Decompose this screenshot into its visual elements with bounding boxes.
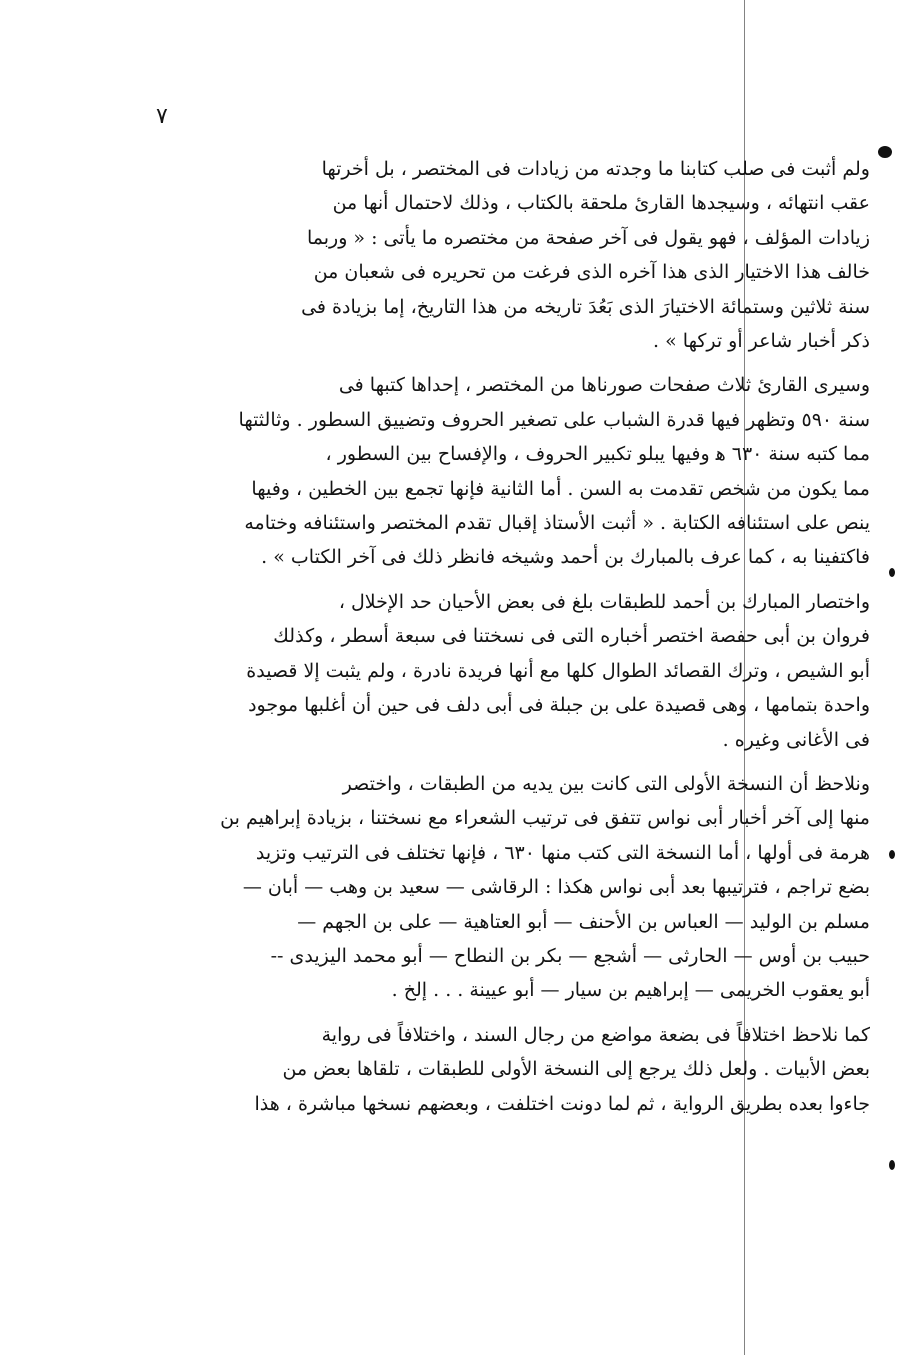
text-line: ونلاحظ أن النسخة الأولى التى كانت بين يديه من الطبقات ، واختصر	[342, 772, 870, 795]
text-line: ينص على استئنافه الكتابة . « أثبت الأستاذ إقبال تقدم المختصر واستئنافه وختامه	[244, 512, 870, 535]
paragraph	[158, 1018, 870, 1121]
text-line: ولم أثبت فى صلب كتابنا ما وجدته من زيادات فى المختصر ، بل أخرتها	[321, 158, 870, 180]
text-line: واختصار المبارك بن أحمد للطبقات بلغ فى بعض الأحيان حد الإخلال ،	[338, 590, 870, 613]
paragraph	[158, 585, 870, 757]
text-line: بعض الأبيات . ولعل ذلك يرجع إلى النسخة الأولى للطبقات ، تلقاها بعض من	[282, 1058, 870, 1081]
text-line: خالف هذا الاختيار الذى هذا آخره الذى فرغت من تحريره فى شعبان من	[313, 261, 870, 284]
body-text	[158, 152, 870, 1131]
text-line: مما يكون من شخص تقدمت به السن . أما الثانية فإنها تجمع بين الخطين ، وفيها	[251, 477, 870, 500]
text-line: كما نلاحظ اختلافاً فى بضعة مواضع من رجال السند ، واختلافاً فى رواية	[321, 1023, 870, 1046]
scan-speck	[889, 568, 895, 577]
text-line: أبو يعقوب الخريمى — إبراهيم بن سيار — أبو عيينة . . . إلخ .	[391, 979, 870, 1002]
text-line: سنة ٥٩٠ وتظهر فيها قدرة الشباب على تصغير الحروف وتضييق السطور . وثالثتها	[238, 408, 870, 431]
text-line: جاءوا بعده بطريق الرواية ، ثم لما دونت اختلفت ، وبعضهم نسخها مباشرة ، هذا	[254, 1092, 870, 1115]
page-number: ٧	[156, 104, 168, 129]
text-line: مسلم بن الوليد — العباس بن الأحنف — أبو العتاهية — على بن الجهم —	[297, 910, 870, 933]
text-line: بضع تراجم ، فترتيبها بعد أبى نواس هكذا : الرقاشى — سعيد بن وهب — أبان —	[242, 876, 870, 899]
text-line: سنة ثلاثين وستمائة الاختيارَ الذى بَعُدَ تاريخه من هذا التاريخ، إما بزيادة فى	[301, 295, 870, 318]
text-line: فى الأغانى وغيره .	[722, 728, 870, 751]
text-line: ذكر أخبار شاعر أو تركها » .	[653, 330, 870, 353]
scan-speck	[889, 1160, 895, 1170]
text-line: زيادات المؤلف ، فهو يقول فى آخر صفحة من مختصره ما يأتى : « وربما	[306, 226, 870, 249]
paragraph	[158, 767, 870, 1008]
text-line: واحدة بتمامها ، وهى قصيدة على بن جبلة فى أبى دلف فى حين أن أغلبها موجود	[248, 694, 870, 717]
text-line: عقب انتهائه ، وسيجدها القارئ ملحقة بالكتاب ، وذلك لاحتمال أنها من	[332, 192, 870, 215]
text-line: حبيب بن أوس — الحارثى — أشجع — بكر بن النطاح — أبو محمد اليزيدى --	[270, 944, 870, 967]
paragraph	[158, 152, 870, 358]
scan-speck	[878, 146, 892, 158]
text-line: أبو الشيص ، وترك القصائد الطوال كلها مع أنها فريدة نادرة ، ولم يثبت إلا قصيدة	[246, 659, 870, 682]
text-line: منها إلى آخر أخبار أبى نواس تتفق فى ترتيب الشعراء مع نسختنا ، بزيادة إبراهيم بن	[220, 807, 870, 830]
text-line: هرمة فى أولها ، أما النسخة التى كتب منها ٦٣٠ ، فإنها تختلف فى الترتيب وتزيد	[255, 841, 870, 864]
paragraph	[158, 368, 870, 574]
text-line: فاكتفينا به ، كما عرف بالمبارك بن أحمد وشيخه فانظر ذلك فى آخر الكتاب » .	[261, 546, 870, 569]
text-line: فروان بن أبى حفصة اختصر أخباره التى فى نسختنا فى سبعة أسطر ، وكذلك	[273, 625, 870, 648]
text-line: وسيرى القارئ ثلاث صفحات صورناها من المختصر ، إحداها كتبها فى	[338, 374, 870, 397]
scan-speck	[889, 850, 895, 859]
text-line: مما كتبه سنة ٦٣٠ ﻫ وفيها يبلو تكبير الحروف ، والإفساح بين السطور ،	[325, 443, 870, 466]
